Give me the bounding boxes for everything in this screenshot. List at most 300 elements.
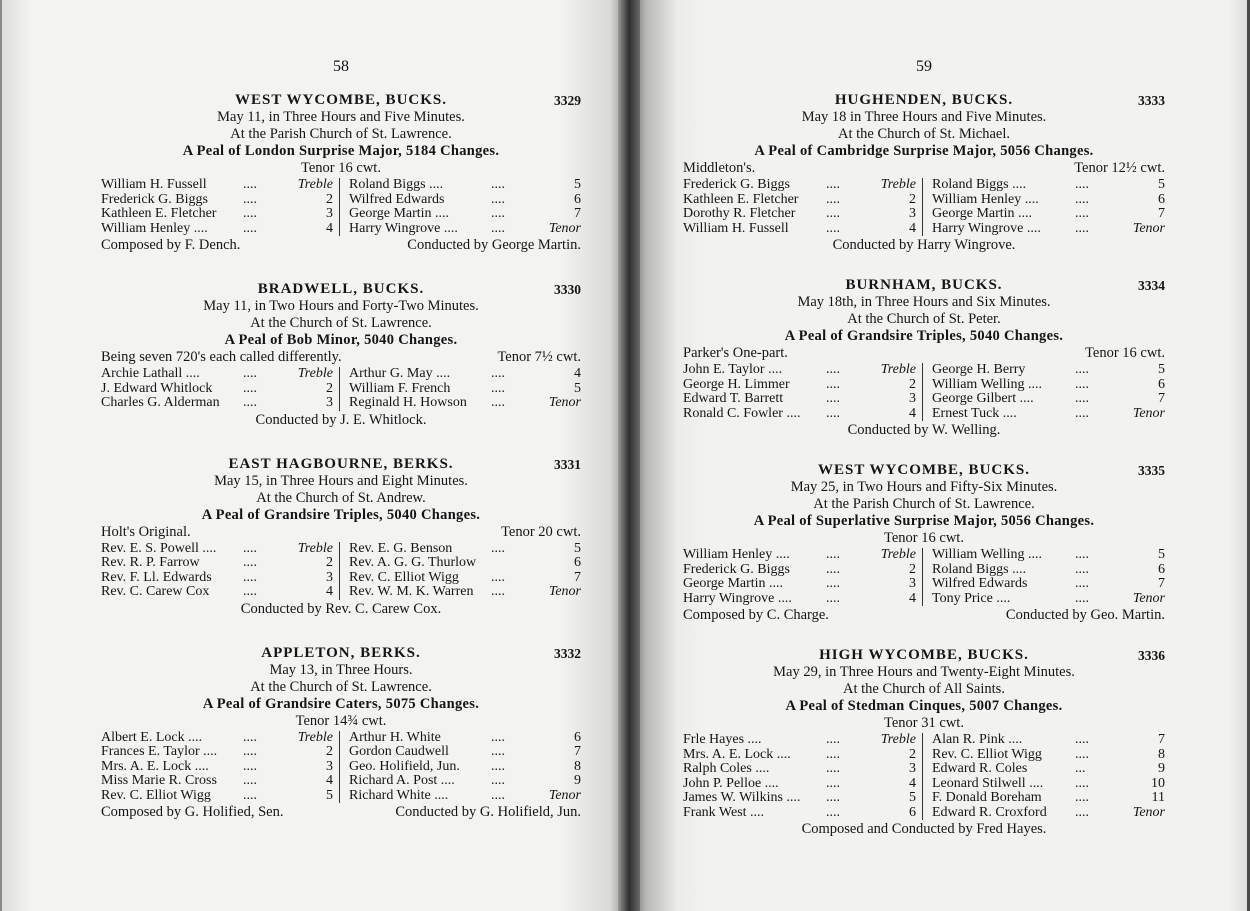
peal-title: A Peal of Superlative Surprise Major, 5056 Changes. (753, 513, 1095, 529)
peal-time: May 25, in Two Hours and Fifty-Six Minutes. (790, 479, 1058, 495)
ringer-name: Frank West .... (683, 805, 765, 820)
bell-position: 3 (909, 576, 916, 591)
bell-position: 3 (326, 758, 333, 774)
ringers-column (340, 367, 581, 411)
leader-dots: .... (826, 590, 840, 606)
peal-title: A Peal of Grandsire Caters, 5075 Changes. (202, 695, 480, 712)
bell-position: 7 (574, 206, 581, 221)
peal-church: At the Church of St. Michael. (838, 126, 1010, 142)
ringer-name: Rev. C. Elliot Wigg (932, 747, 1042, 762)
leader-dots: .... (1075, 391, 1089, 406)
ringer-name: Richard A. Post .... (349, 774, 455, 788)
ringers-column (683, 363, 923, 421)
ringer-row (932, 762, 1165, 777)
bell-position: 5 (574, 177, 581, 192)
peal-number: 3333 (1138, 93, 1165, 108)
leader-dots: .... (491, 220, 505, 236)
bell-position: 7 (574, 569, 581, 585)
leader-dots: .... (1075, 191, 1089, 207)
bell-position: 5 (1158, 547, 1165, 562)
leader-dots: .... (826, 561, 840, 577)
leader-dots: .... (1075, 590, 1089, 606)
bell-position: 11 (1151, 790, 1165, 805)
peal-number: 3335 (1138, 463, 1165, 478)
ringer-name: Mrs. A. E. Lock .... (683, 747, 791, 762)
tenor-weight: Tenor 20 cwt. (501, 523, 581, 540)
tenor-weight: Tenor 16 cwt. (301, 160, 381, 176)
ringers-table (683, 363, 1165, 421)
leader-dots: .... (826, 576, 840, 591)
leader-dots: .... (491, 773, 505, 788)
ringer-name: William Henley .... (932, 192, 1039, 207)
leader-dots: .... (1075, 732, 1089, 747)
peal-church: At the Church of St. Peter. (847, 311, 1001, 327)
ringer-name: Arthur G. May .... (349, 367, 451, 381)
ringer-name: Miss Marie R. Cross (101, 774, 217, 788)
leader-dots: .... (1075, 177, 1089, 192)
ringer-name: Wilfred Edwards (932, 577, 1028, 591)
ringer-name: Frederick G. Biggs (683, 562, 790, 577)
leader-dots: .... (243, 177, 257, 192)
ringer-row (683, 733, 916, 748)
section-spacer (101, 254, 581, 281)
ringer-name: William Henley .... (683, 548, 790, 562)
ringer-row (932, 178, 1165, 193)
bell-position: Treble (297, 366, 333, 381)
leader-dots: .... (826, 220, 840, 236)
leader-dots: .... (1075, 362, 1089, 377)
conductor: Conducted by W. Welling. (847, 422, 1001, 438)
bell-position: 2 (909, 746, 916, 762)
ringers-table (101, 367, 581, 411)
ringer-name: Rev. C. Carew Cox (101, 585, 210, 599)
ringer-row (932, 563, 1165, 578)
composer: Composed by C. Charge. (683, 607, 829, 623)
ringer-row (349, 745, 581, 760)
leader-dots: .... (491, 366, 505, 381)
leader-dots: .... (243, 555, 257, 570)
peal-place: BRADWELL, BUCKS. (257, 281, 425, 297)
ringer-name: Gordon Caudwell (349, 745, 449, 759)
ringers-column (923, 363, 1165, 421)
bell-position: 5 (326, 787, 333, 803)
ringer-name: George Martin .... (932, 207, 1033, 221)
ringer-row (683, 762, 916, 777)
bell-position: 4 (909, 405, 916, 421)
bell-position: 5 (574, 540, 581, 556)
ringer-row (101, 731, 333, 746)
bell-position: 8 (1158, 746, 1165, 762)
ringer-row (349, 585, 581, 600)
peal-heading (683, 92, 1165, 109)
peal-record (683, 462, 1165, 624)
bell-position: 4 (326, 220, 333, 236)
peal-place: HUGHENDEN, BUCKS. (834, 92, 1014, 108)
ringer-name: Rev. R. P. Farrow (101, 556, 200, 570)
peal-church: At the Church of St. Lawrence. (250, 315, 432, 331)
peal-heading (101, 456, 581, 473)
leader-dots: .... (826, 376, 840, 392)
tenor-weight: Tenor 12½ cwt. (1074, 160, 1165, 176)
bell-position: 7 (1158, 732, 1165, 747)
bell-position: 4 (326, 773, 333, 788)
ringer-name: Ralph Coles .... (683, 762, 770, 776)
peal-title: A Peal of Stedman Cinques, 5007 Changes. (785, 698, 1063, 714)
bell-position: 2 (909, 561, 916, 577)
ringers-table (683, 178, 1165, 236)
peal-record (101, 645, 581, 822)
ringer-row (683, 222, 916, 237)
ringer-name: Leonard Stilwell .... (932, 776, 1044, 791)
ringer-row (932, 748, 1165, 763)
ringer-name: William H. Fussell (101, 178, 207, 192)
leader-dots: .... (1075, 405, 1089, 421)
leader-dots: .... (826, 405, 840, 421)
ringer-row (101, 367, 333, 382)
ringer-row (349, 731, 581, 746)
ringer-name: Rev. C. Elliot Wigg (349, 570, 459, 585)
ringer-name: Rev. A. G. G. Thurlow (349, 556, 477, 570)
peal-number: 3332 (554, 645, 581, 661)
peal-place: BURNHAM, BUCKS. (845, 277, 1003, 293)
ringer-row (683, 806, 916, 821)
ringer-name: Edward R. Croxford (932, 805, 1047, 820)
ringer-name: Edward T. Barrett (683, 392, 784, 406)
bell-position: 2 (909, 376, 916, 392)
ringer-row (683, 178, 916, 193)
ringer-row (683, 363, 916, 378)
bell-position: 8 (574, 758, 581, 774)
peal-time: May 18 in Three Hours and Five Minutes. (801, 109, 1047, 125)
bell-position: Tenor (1132, 405, 1165, 421)
ringer-row (683, 592, 916, 607)
ringer-name: George H. Berry (932, 363, 1026, 377)
peal-title: A Peal of Bob Minor, 5040 Changes. (224, 332, 458, 348)
leader-dots: .... (826, 804, 840, 820)
leader-dots: .... (491, 191, 505, 207)
page-number: 58 (333, 58, 349, 75)
ringer-name: Rev. W. M. K. Warren (349, 585, 474, 599)
page-edge (0, 0, 2, 911)
bell-position: 5 (909, 790, 916, 805)
composition-name: Being seven 720's each called differently. (101, 349, 342, 365)
ringer-row (932, 207, 1165, 222)
book-gutter (618, 0, 640, 911)
conductor: Composed and Conducted by Fred Hayes. (801, 821, 1047, 837)
leader-dots: .... (243, 366, 257, 381)
peal-place: EAST HAGBOURNE, BERKS. (228, 455, 454, 472)
peal-number: 3330 (554, 282, 581, 297)
peal-heading (683, 647, 1165, 664)
peal-church: At the Church of All Saints. (843, 681, 1005, 697)
peal-composition-tenor (683, 530, 1165, 546)
bell-position: Tenor (548, 787, 581, 803)
leader-dots: .... (243, 540, 257, 556)
ringer-name: Archie Lathall .... (101, 367, 200, 381)
ringer-row (683, 791, 916, 806)
peal-list (683, 92, 1165, 838)
peal-church: At the Church of St. Andrew. (256, 489, 426, 506)
peal-time: May 29, in Three Hours and Twenty-Eight Minutes. (773, 664, 1075, 680)
bell-position: Treble (880, 177, 916, 192)
ringers-column (340, 178, 581, 236)
peal-time: May 18th, in Three Hours and Six Minutes. (797, 294, 1051, 310)
peal-record (101, 456, 581, 618)
ringer-row (932, 791, 1165, 806)
ringer-row (349, 556, 581, 571)
peal-composition-tenor (101, 713, 581, 729)
ringer-name: F. Donald Boreham (932, 791, 1042, 805)
ringer-row (101, 222, 333, 237)
section-spacer (683, 254, 1165, 277)
ringer-row (101, 178, 333, 193)
bell-position: 4 (909, 590, 916, 606)
ringer-name: Charles G. Alderman (101, 396, 220, 410)
leader-dots (491, 556, 533, 571)
ringer-name: Rev. E. G. Benson (349, 541, 453, 556)
bell-position: 3 (909, 391, 916, 406)
bell-position: 7 (1158, 576, 1165, 591)
ringer-row (349, 367, 581, 382)
ringer-name: Harry Wingrove .... (932, 221, 1041, 236)
leader-dots: .... (491, 787, 505, 803)
leader-dots: .... (491, 206, 505, 221)
bell-position: Tenor (1132, 220, 1165, 236)
ringer-name: William Henley .... (101, 221, 208, 236)
bell-position: 6 (574, 191, 581, 207)
ringers-table (101, 542, 581, 600)
ringer-row (349, 396, 581, 411)
bell-position: 3 (326, 206, 333, 221)
ringer-name: Harry Wingrove .... (349, 221, 458, 236)
ringer-row (683, 207, 916, 222)
composition-name: Middleton's. (683, 160, 756, 176)
leader-dots: .... (1075, 576, 1089, 591)
peal-church: At the Parish Church of St. Lawrence. (230, 126, 452, 142)
conductor: Conducted by G. Holifield, Jun. (395, 804, 581, 820)
ringer-name: Mrs. A. E. Lock .... (101, 759, 209, 774)
ringer-row (101, 760, 333, 775)
ringer-name: Frances E. Taylor .... (101, 745, 218, 759)
ringer-row (683, 378, 916, 393)
section-spacer (101, 618, 581, 645)
leader-dots: .... (243, 380, 257, 396)
peal-time: May 13, in Three Hours. (269, 661, 413, 678)
leader-dots: .... (491, 395, 505, 410)
leader-dots: .... (826, 732, 840, 747)
bell-position: Treble (880, 732, 916, 747)
leader-dots: .... (243, 787, 257, 803)
peal-footer (101, 600, 581, 618)
leader-dots: .... (243, 206, 257, 221)
peal-footer (683, 421, 1165, 439)
leader-dots: .... (826, 746, 840, 762)
composer: Composed by G. Holified, Sen. (101, 804, 284, 820)
ringers-column (101, 178, 340, 236)
bell-position: Treble (880, 362, 916, 377)
right-page (628, 0, 1250, 911)
ringers-column (923, 178, 1165, 236)
ringers-table (101, 178, 581, 236)
ringer-row (349, 178, 581, 193)
ringers-table (101, 731, 581, 804)
conductor: Conducted by J. E. Whitlock. (255, 411, 427, 428)
ringer-row (349, 571, 581, 586)
ringer-row (101, 542, 333, 557)
ringer-row (932, 577, 1165, 592)
ringer-name: John P. Pelloe .... (683, 776, 779, 791)
peal-heading (101, 281, 581, 298)
ringer-name: Geo. Holifield, Jun. (349, 759, 460, 774)
peal-time: May 11, in Two Hours and Forty-Two Minutes. (203, 298, 479, 314)
bell-position: 6 (574, 729, 581, 745)
bell-position: 6 (909, 804, 916, 820)
ringers-column (101, 367, 340, 411)
bell-position: 2 (326, 191, 333, 207)
ringer-name: William Welling .... (932, 377, 1043, 392)
leader-dots: .... (1075, 790, 1089, 805)
section-spacer (101, 429, 581, 456)
ringer-row (101, 193, 333, 208)
ringer-name: Frle Hayes .... (683, 733, 762, 747)
leader-dots: .... (243, 220, 257, 236)
ringer-row (932, 777, 1165, 792)
ringer-name: Albert E. Lock .... (101, 730, 203, 745)
bell-position: 2 (326, 744, 333, 759)
leader-dots: .... (1075, 206, 1089, 221)
peal-composition-tenor (683, 160, 1165, 176)
peal-time: May 11, in Three Hours and Five Minutes. (217, 109, 465, 125)
peal-heading (683, 462, 1165, 479)
tenor-weight: Tenor 7½ cwt. (497, 349, 581, 365)
ringer-name: Kathleen E. Fletcher (101, 207, 217, 221)
bell-position: 6 (1158, 376, 1165, 392)
leader-dots: .... (491, 584, 505, 599)
leader-dots: .... (1075, 220, 1089, 236)
ringer-name: Dorothy R. Fletcher (683, 207, 796, 221)
section-spacer (683, 624, 1165, 647)
ringer-row (101, 396, 333, 411)
ringer-row (683, 748, 916, 763)
peal-footer (683, 820, 1165, 838)
tenor-weight: Tenor 16 cwt. (1085, 345, 1165, 361)
leader-dots: .... (491, 380, 505, 396)
ringer-name: Tony Price .... (932, 591, 1011, 606)
conductor: Conducted by Geo. Martin. (1005, 607, 1165, 623)
ringers-column (101, 542, 340, 600)
bell-position: 3 (909, 206, 916, 221)
ringers-column (101, 731, 340, 804)
peal-record (101, 281, 581, 429)
bell-position: 2 (909, 191, 916, 207)
peal-time: May 15, in Three Hours and Eight Minutes. (214, 472, 468, 489)
ringer-row (349, 222, 581, 237)
peal-composition-tenor (683, 715, 1165, 731)
peal-title: A Peal of Grandsire Triples, 5040 Changes. (201, 506, 481, 523)
peal-title: A Peal of Grandsire Triples, 5040 Changes. (784, 328, 1064, 344)
peal-composition-tenor (683, 345, 1165, 361)
ringer-row (101, 789, 333, 804)
peal-title: A Peal of Cambridge Surprise Major, 5056 Changes. (754, 143, 1094, 159)
ringer-row (683, 777, 916, 792)
ringer-name: Rev. E. S. Powell .... (101, 541, 217, 556)
bell-position: 5 (1158, 362, 1165, 377)
leader-dots: .... (826, 391, 840, 406)
ringer-name: Harry Wingrove .... (683, 591, 792, 606)
leader-dots: .... (491, 177, 505, 192)
leader-dots: .... (1075, 561, 1089, 577)
leader-dots: .... (826, 761, 840, 776)
peal-title: A Peal of London Surprise Major, 5184 Changes. (182, 143, 500, 159)
ringer-name: William H. Fussell (683, 221, 789, 236)
bell-position: 4 (326, 584, 333, 599)
leader-dots: .... (1075, 775, 1089, 791)
peal-record (101, 92, 581, 254)
ringer-row (349, 193, 581, 208)
ringer-row (932, 392, 1165, 407)
peal-footer (101, 411, 581, 429)
ringer-row (101, 585, 333, 600)
peal-church: At the Parish Church of St. Lawrence. (813, 496, 1035, 512)
peal-number: 3336 (1138, 648, 1165, 663)
ringer-row (349, 760, 581, 775)
bell-position: 4 (574, 366, 581, 381)
leader-dots: .... (243, 584, 257, 599)
bell-position: Tenor (1132, 804, 1165, 820)
ringer-row (683, 577, 916, 592)
ringer-name: Rev. C. Elliot Wigg (101, 788, 211, 803)
peal-footer (101, 803, 581, 821)
ringer-name: George Martin .... (683, 577, 784, 591)
peal-footer (683, 606, 1165, 624)
conductor: Conducted by Harry Wingrove. (832, 237, 1016, 253)
leader-dots: .... (491, 729, 505, 745)
tenor-weight: Tenor 16 cwt. (884, 530, 964, 546)
bell-position: Treble (297, 177, 333, 192)
section-spacer (683, 439, 1165, 462)
conductor: Conducted by George Martin. (407, 237, 581, 253)
ringer-row (683, 407, 916, 422)
peal-record (683, 647, 1165, 838)
ringer-name: James W. Wilkins .... (683, 791, 801, 805)
ringer-name: Richard White .... (349, 788, 449, 803)
bell-position: 3 (326, 569, 333, 585)
ringer-row (349, 382, 581, 397)
ringer-row (932, 806, 1165, 821)
ringers-column (340, 731, 581, 804)
peal-composition-tenor (101, 349, 581, 365)
leader-dots: .... (243, 758, 257, 774)
bell-position: 5 (574, 380, 581, 396)
bell-position: 3 (909, 761, 916, 776)
ringer-row (349, 774, 581, 789)
leader-dots: .... (826, 206, 840, 221)
ringer-name: Ernest Tuck .... (932, 406, 1017, 421)
leader-dots: .... (826, 547, 840, 562)
ringer-row (349, 207, 581, 222)
bell-position: Treble (297, 729, 333, 745)
ringer-name: Roland Biggs .... (932, 562, 1027, 577)
ringer-row (932, 363, 1165, 378)
bell-position: 3 (326, 395, 333, 410)
ringer-name: Frederick G. Biggs (683, 178, 790, 192)
ringer-row (683, 193, 916, 208)
tenor-weight: Tenor 14¾ cwt. (295, 712, 387, 729)
bell-position: 6 (574, 555, 581, 570)
ringer-name: Frederick G. Biggs (101, 192, 208, 207)
ringer-name: George Gilbert .... (932, 392, 1034, 406)
ringers-table (683, 548, 1165, 606)
